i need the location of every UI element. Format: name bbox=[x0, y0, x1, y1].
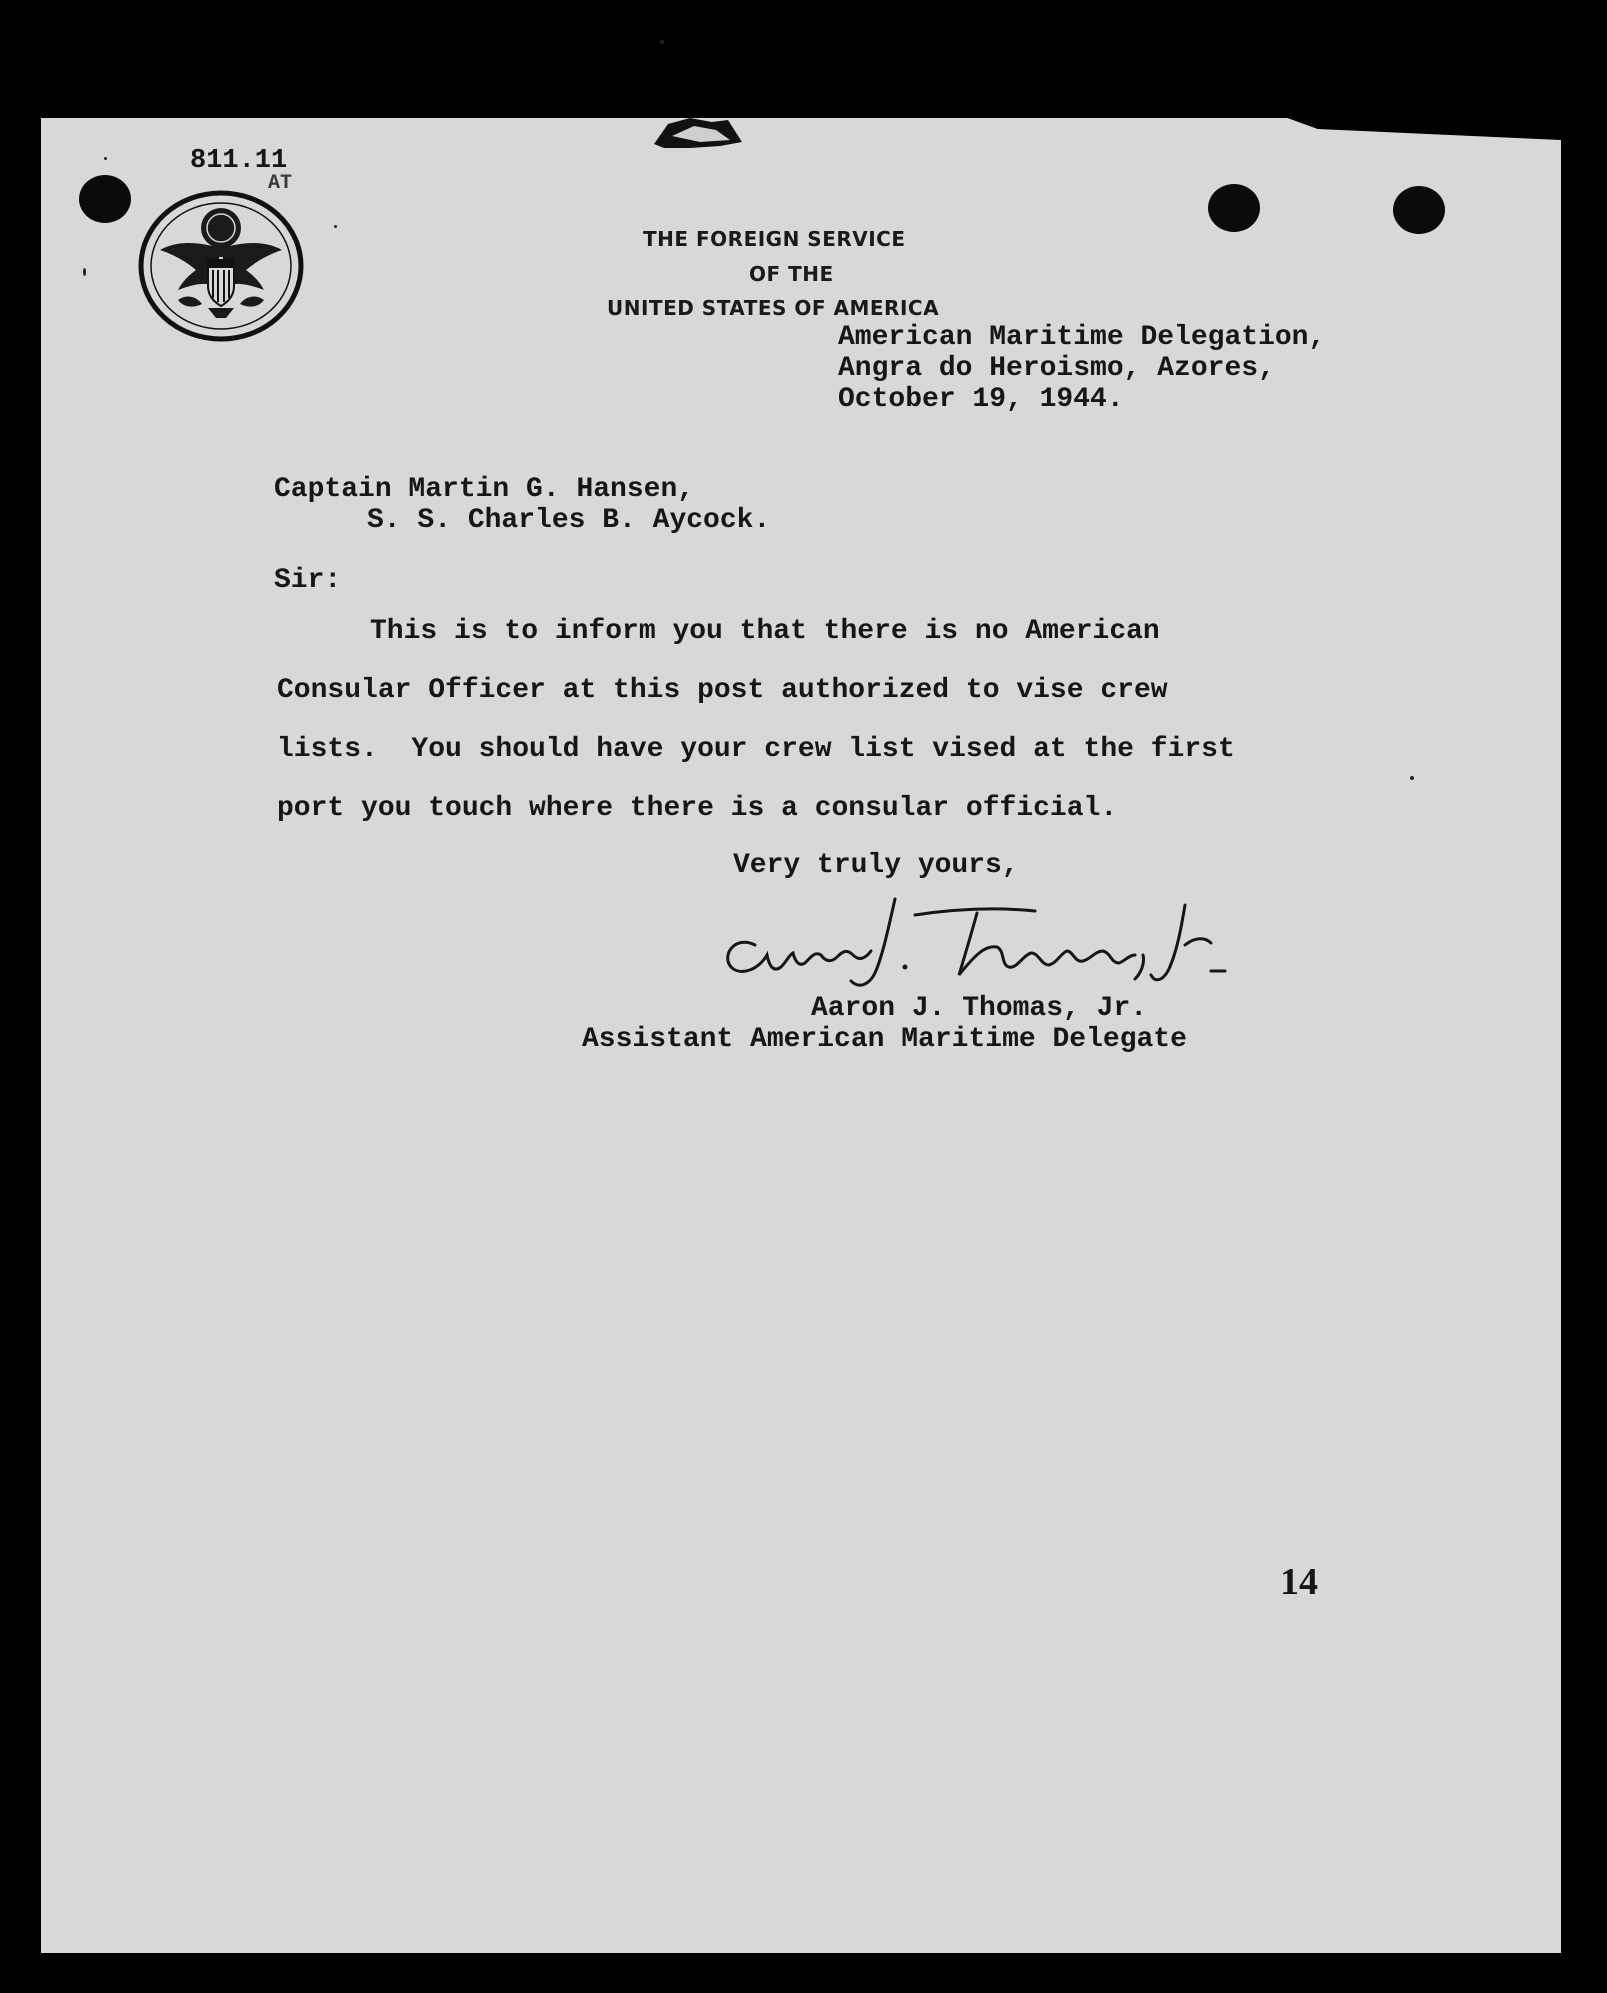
punch-hole-right bbox=[1393, 186, 1445, 234]
complimentary-closing: Very truly yours, bbox=[733, 850, 1019, 881]
signatory-title: Assistant American Maritime Delegate bbox=[582, 1024, 1187, 1055]
scan-speck bbox=[104, 157, 107, 160]
scan-speck bbox=[1410, 776, 1414, 780]
signatory-name: Aaron J. Thomas, Jr. bbox=[811, 993, 1148, 1024]
punch-hole-middle bbox=[1208, 184, 1260, 232]
letterhead-line-2: OF THE bbox=[749, 262, 834, 286]
letter-date: October 19, 1944. bbox=[838, 384, 1124, 415]
body-line-1: This is to inform you that there is no American bbox=[370, 616, 1160, 647]
page-number: 14 bbox=[1280, 1561, 1318, 1603]
great-seal-icon bbox=[138, 190, 305, 342]
body-line-2: Consular Officer at this post authorized to vise crew bbox=[277, 675, 1168, 706]
file-reference-overwrite: AT bbox=[268, 172, 293, 195]
scan-speck bbox=[334, 225, 337, 228]
handwritten-signature bbox=[715, 885, 1235, 995]
letterhead-line-1: THE FOREIGN SERVICE bbox=[643, 227, 906, 251]
body-line-4: port you touch where there is a consular official. bbox=[277, 793, 1118, 824]
sender-address-line-1: American Maritime Delegation, bbox=[838, 322, 1326, 353]
scan-speck bbox=[660, 40, 664, 44]
recipient-name: Captain Martin G. Hansen, bbox=[274, 474, 695, 505]
recipient-vessel: S. S. Charles B. Aycock. bbox=[367, 505, 771, 536]
paper-tear-mark bbox=[650, 112, 745, 152]
scan-speck bbox=[83, 268, 86, 276]
file-reference-number: 811.11 bbox=[190, 146, 288, 176]
salutation: Sir: bbox=[274, 565, 342, 596]
sender-address-line-2: Angra do Heroismo, Azores, bbox=[838, 353, 1275, 384]
body-line-3: lists. You should have your crew list vised at the first bbox=[277, 734, 1235, 765]
letterhead-line-3: UNITED STATES OF AMERICA bbox=[607, 296, 940, 320]
punch-hole-left bbox=[79, 175, 131, 223]
